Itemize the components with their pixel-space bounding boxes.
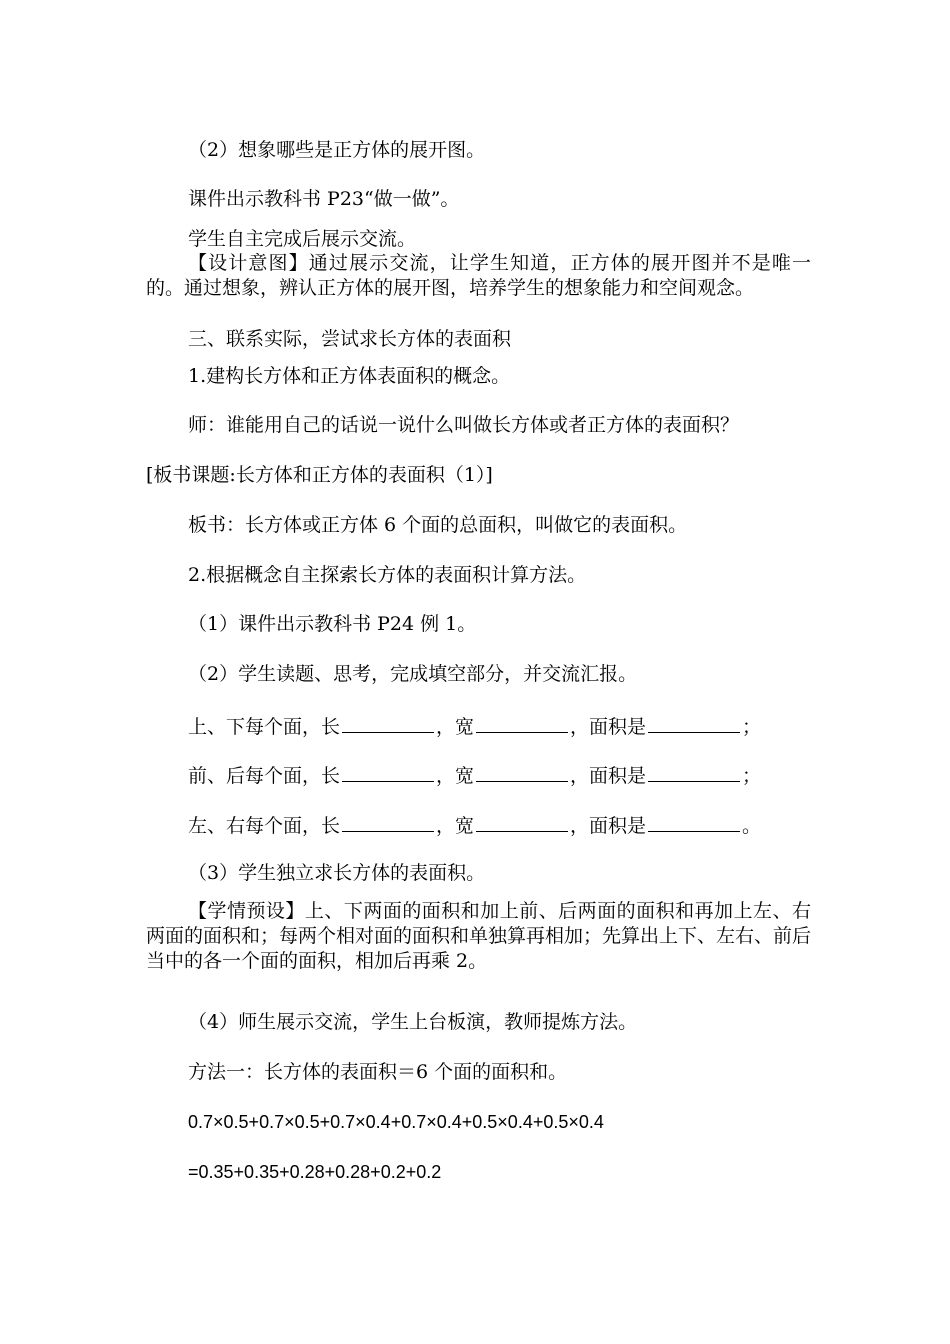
paragraph: （2）学生读题、思考，完成填空部分，并交流汇报。: [188, 663, 638, 685]
area-label: ，面积是: [570, 765, 647, 787]
face-label: 前、后每个面，长: [188, 765, 341, 787]
row-end: ；: [742, 716, 762, 738]
paragraph: （3）学生独立求长方体的表面积。: [188, 862, 486, 884]
area-label: ，面积是: [570, 716, 647, 738]
width-label: ，宽: [436, 716, 475, 738]
blank-line: [342, 761, 434, 782]
blank-line: [648, 761, 740, 782]
design-intent-paragraph: 【设计意图】通过展示交流，让学生知道，正方体的展开图并不是唯一的。通过想象，辨认正方体的展开图，培养学生的想象能力和空间观念。: [146, 252, 811, 299]
face-label: 左、右每个面，长: [188, 815, 341, 837]
paragraph: 学生自主完成后展示交流。: [188, 228, 417, 250]
row-end: ；: [742, 765, 762, 787]
blank-line: [476, 712, 568, 733]
learning-preset-paragraph: 【学情预设】上、下两面的面积和加上前、后两面的面积和再加上左、右两面的面积和；每两个相对面的面积和单独算再相加；先算出上下、左右、前后当中的各一个面的面积，相加后再乘 2。: [146, 900, 812, 972]
paragraph: 师：谁能用自己的话说一说什么叫做长方体或者正方体的表面积？: [188, 414, 740, 436]
width-label: ，宽: [436, 765, 475, 787]
paragraph: （1）课件出示教科书 P24 例 1。: [188, 613, 477, 635]
area-label: ，面积是: [570, 815, 647, 837]
paragraph: （4）师生展示交流，学生上台板演，教师提炼方法。: [188, 1011, 638, 1033]
blank-line: [476, 761, 568, 782]
method-one: 方法一：长方体的表面积＝6 个面的面积和。: [188, 1061, 568, 1083]
paragraph: （2）想象哪些是正方体的展开图。: [188, 139, 486, 161]
fill-in-row: [188, 712, 761, 740]
fill-in-row: [188, 761, 761, 789]
blank-line: [342, 712, 434, 733]
face-label: 上、下每个面，长: [188, 716, 341, 738]
paragraph: 课件出示教科书 P23“做一做”。: [188, 188, 460, 210]
formula-line: =0.35+0.35+0.28+0.28+0.2+0.2: [188, 1162, 442, 1182]
formula-line: 0.7×0.5+0.7×0.5+0.7×0.4+0.7×0.4+0.5×0.4+0.5×0.4: [188, 1112, 604, 1132]
blank-line: [648, 811, 740, 832]
board-title: [板书课题:长方体和正方体的表面积（1）]: [146, 464, 493, 486]
fill-in-row: [188, 811, 761, 839]
section-heading: 三、联系实际，尝试求长方体的表面积: [188, 328, 512, 350]
paragraph: 1.建构长方体和正方体表面积的概念。: [188, 365, 511, 387]
blank-line: [342, 811, 434, 832]
blank-line: [648, 712, 740, 733]
row-end: 。: [742, 815, 762, 837]
paragraph: 板书：长方体或正方体 6 个面的总面积，叫做它的表面积。: [188, 514, 688, 536]
blank-line: [476, 811, 568, 832]
paragraph: 2.根据概念自主探索长方体的表面积计算方法。: [188, 564, 587, 586]
width-label: ，宽: [436, 815, 475, 837]
